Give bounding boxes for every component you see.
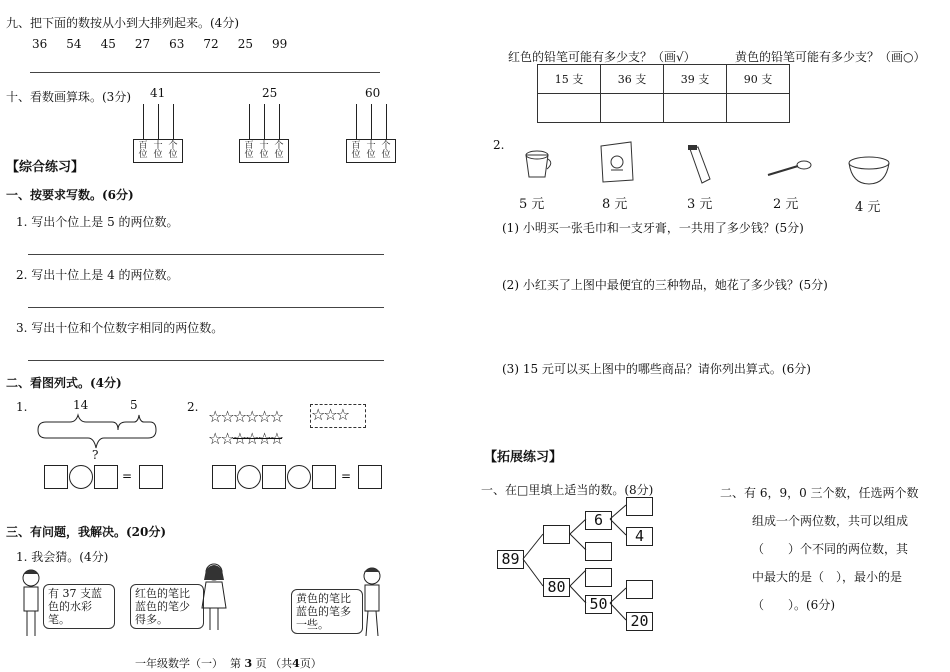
s3-sub1: 1. 我会猜。(4分): [16, 550, 109, 564]
s3-title: 三、有问题，我解决。(20分): [6, 525, 167, 539]
abacus-frame[interactable]: [239, 139, 289, 163]
child-figure-icon: [18, 568, 44, 640]
s2-p1-label: 1.: [16, 400, 28, 414]
s1-item-2: 2. 写出十位上是 4 的两位数。: [16, 268, 179, 282]
speech-bubble-2: 红色的笔比蓝色的笔少得多。: [130, 584, 204, 629]
ext2-line-4: 中最大的是（ ），最小的是: [752, 570, 903, 584]
number: 99: [271, 37, 288, 51]
guess-red-question: 红色的铅笔可能有多少支？（画√）: [508, 50, 696, 64]
number: 27: [134, 37, 151, 51]
s1-item-1: 1. 写出个位上是 5 的两位数。: [16, 215, 179, 229]
table-cell: 90 支: [727, 65, 790, 94]
s1-item-3: 3. 写出十位和个位数字相同的两位数。: [16, 321, 224, 335]
tree-blank-box[interactable]: [626, 580, 653, 599]
tree-number-box: 6: [585, 511, 612, 530]
tree-blank-box[interactable]: [626, 497, 653, 516]
answer-box[interactable]: [358, 465, 382, 489]
answer-box[interactable]: [262, 465, 286, 489]
tree-number-box: 50: [585, 595, 612, 614]
number: 63: [169, 37, 185, 51]
abacus-value-41: 41: [150, 86, 166, 100]
towel-icon: [597, 140, 637, 184]
operator-circle[interactable]: [69, 465, 93, 489]
speech-bubble-3: 黄色的笔比蓝色的笔多一些。: [291, 589, 363, 634]
price-label: 5 元: [519, 197, 545, 212]
q2-question-1: (1) 小明买一张毛巾和一支牙膏，一共用了多少钱？(5分): [502, 221, 804, 235]
answer-cell[interactable]: [601, 94, 664, 123]
ext2-line-1: 二、有 6，9，0 三个数，任选两个数: [720, 486, 919, 500]
section-heading: 【拓展练习】: [484, 450, 563, 465]
answer-box[interactable]: [312, 465, 336, 489]
equals-sign: =: [122, 469, 133, 483]
answer-line[interactable]: [28, 307, 384, 308]
place-label-hundreds: 百位: [351, 141, 361, 160]
place-label-hundreds: 百位: [244, 141, 254, 160]
place-label-ones: 个位: [381, 141, 391, 160]
s2-title: 二、看图列式。(4分): [6, 376, 122, 390]
spoon-icon: [764, 157, 812, 179]
tree-blank-box[interactable]: [543, 525, 570, 544]
star-group-dashed: ☆☆☆: [310, 404, 366, 428]
bowl-icon: [846, 154, 892, 188]
answer-cell[interactable]: [664, 94, 727, 123]
number: 54: [66, 37, 82, 51]
ext2-line-3: （ ）个不同的两位数，其: [752, 542, 909, 556]
abacus-frame[interactable]: [133, 139, 183, 163]
answer-line[interactable]: [28, 254, 384, 255]
star-row-2-crossed: ☆☆☆☆☆☆: [208, 429, 283, 448]
number: 36: [32, 37, 48, 51]
place-label-tens: 十位: [153, 141, 163, 160]
brace-question-mark: ?: [92, 448, 99, 462]
pencil-count-table: [537, 64, 790, 123]
page-footer: 一年级数学（一） 第 3 页 （共4页）: [135, 657, 322, 670]
tree-number-box: 20: [626, 612, 653, 631]
tree-blank-box[interactable]: [585, 542, 612, 561]
place-label-tens: 十位: [366, 141, 376, 160]
q9-answer-line[interactable]: [30, 72, 380, 73]
abacus-frame[interactable]: [346, 139, 396, 163]
place-label-tens: 十位: [259, 141, 269, 160]
price-label: 3 元: [687, 197, 713, 212]
price-label: 8 元: [602, 197, 628, 212]
answer-box[interactable]: [44, 465, 68, 489]
tree-number-box: 4: [626, 527, 653, 546]
q10-title: 十、看数画算珠。(3分): [6, 90, 131, 104]
tree-blank-box[interactable]: [585, 568, 612, 587]
s1-title: 一、按要求写数。(6分): [6, 188, 134, 202]
number: 72: [203, 37, 219, 51]
table-cell: 36 支: [601, 65, 664, 94]
q9-title: 九、把下面的数按从小到大排列起来。(4分): [6, 16, 239, 30]
s2-p2-label: 2.: [187, 400, 199, 414]
place-label-ones: 个位: [274, 141, 284, 160]
star-row-1: ☆☆☆☆☆☆: [208, 407, 283, 426]
ext2-line-2: 组成一个两位数，共可以组成: [752, 514, 909, 528]
guess-yellow-question: 黄色的铅笔可能有多少支？（画○）: [735, 50, 926, 64]
number: 25: [237, 37, 253, 51]
ext1-title: 一、在□里填上适当的数。(8分): [481, 483, 654, 497]
answer-line[interactable]: [28, 360, 384, 361]
equals-sign: =: [341, 469, 352, 483]
answer-cell[interactable]: [538, 94, 601, 123]
q2-question-2: (2) 小红买了上图中最便宜的三种物品，她花了多少钱？(5分): [502, 278, 828, 292]
section-heading: 【综合练习】: [6, 160, 85, 175]
place-label-hundreds: 百位: [138, 141, 148, 160]
cup-icon: [520, 145, 554, 181]
table-cell: 15 支: [538, 65, 601, 94]
speech-bubble-1: 有 37 支蓝色的水彩笔。: [43, 584, 115, 629]
answer-box[interactable]: [94, 465, 118, 489]
abacus-value-25: 25: [262, 86, 278, 100]
price-label: 4 元: [855, 200, 881, 215]
child-figure-icon: [198, 562, 230, 634]
q9-number-list: [32, 37, 306, 51]
answer-box[interactable]: [212, 465, 236, 489]
brace-value-a: 14: [73, 398, 89, 412]
operator-circle[interactable]: [237, 465, 261, 489]
toothpaste-icon: [684, 145, 714, 185]
abacus-value-60: 60: [365, 86, 381, 100]
number: 45: [100, 37, 116, 51]
child-figure-icon: [358, 566, 386, 640]
table-cell: 39 支: [664, 65, 727, 94]
q2-question-3: (3) 15 元可以买上图中的哪些商品？请你列出算式。(6分): [502, 362, 811, 376]
tree-number-box: 89: [497, 550, 524, 569]
price-label: 2 元: [773, 197, 799, 212]
place-label-ones: 个位: [168, 141, 178, 160]
brace-diagram: [34, 410, 160, 452]
answer-cell[interactable]: [727, 94, 790, 123]
brace-value-b: 5: [130, 398, 138, 412]
operator-circle[interactable]: [287, 465, 311, 489]
ext2-line-5: （ ）。(6分): [752, 598, 835, 612]
answer-box[interactable]: [139, 465, 163, 489]
tree-number-box: 80: [543, 578, 570, 597]
q2-label: 2.: [493, 138, 505, 152]
